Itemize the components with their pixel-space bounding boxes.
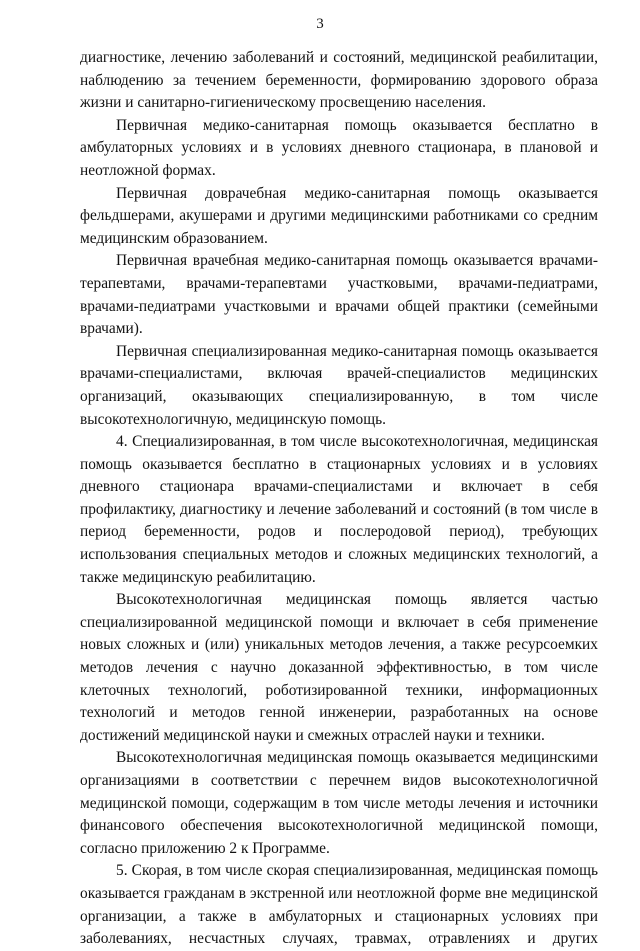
paragraph-high-tech-care-providers: Высокотехнологичная медицинская помощь оказывается медицинскими организациями в соответствии с перечнем видов высокотехнологичной медицинской помощи, содержащим в том числе методы лечения и источники финансового обеспечения высокотехнологичной медицинской помощи, согласно приложению 2 к Программе. [80,749,598,857]
paragraph-item-4-specialized-care: 4. Специализированная, в том числе высокотехнологичная, медицинская помощь оказывается бесплатно в стационарных условиях и в условиях дневного стационара врачами-специалистами и включает в себя профилактику, диагностику и лечение заболеваний и состояний (в том числе в период беременности, родов и послеродовой период), требующих использования специальных методов и сложных медицинских технологий, а также медицинскую реабилитацию. [80,433,598,586]
body-text [80,47,598,951]
paragraph-pre-doctor-care: Первичная доврачебная медико-санитарная помощь оказывается фельдшерами, акушерами и другими медицинскими работниками со средним медицинским образованием. [80,184,598,247]
paragraph-primary-care-free: Первичная медико-санитарная помощь оказывается бесплатно в амбулаторных условиях и в условиях дневного стационара, в плановой и неотложной формах. [80,116,598,179]
paragraph-doctor-care: Первичная врачебная медико-санитарная помощь оказывается врачами-терапевтами, врачами-терапевтами участковыми, врачами-педиатрами, врачами-педиатрами участковыми и врачами общей практики (семейными врачами). [80,252,598,338]
paragraph-item-5-emergency-care: 5. Скорая, в том числе скорая специализированная, медицинская помощь оказывается гражданам в экстренной или неотложной форме вне медицинской организации, а также в амбулаторных и стационарных условиях при заболеваниях, несчастных случаях, травмах, отравлениях и других [80,862,598,948]
paragraph-high-tech-care-definition: Высокотехнологичная медицинская помощь является частью специализированной медицинской помощи и включает в себя применение новых сложных и (или) уникальных методов лечения, а также ресурсоемких методов лечения с научно доказанной эффективностью, в том числе клеточных технологий, роботизированной техники, информационных технологий и методов генной инженерии, разработанных на основе достижений медицинской науки и смежных отраслей науки и техники. [80,591,598,744]
paragraph-specialized-primary-care: Первичная специализированная медико-санитарная помощь оказывается врачами-специалистами, включая врачей-специалистов медицинских организаций, оказывающих специализированную, в том числе высокотехнологичную, медицинскую помощь. [80,342,598,428]
paragraph-continuation: диагностике, лечению заболеваний и состояний, медицинской реабилитации, наблюдению за течением беременности, формированию здорового образа жизни и санитарно-гигиеническому просвещению населения. [80,49,598,112]
page-number: 3 [316,16,324,32]
